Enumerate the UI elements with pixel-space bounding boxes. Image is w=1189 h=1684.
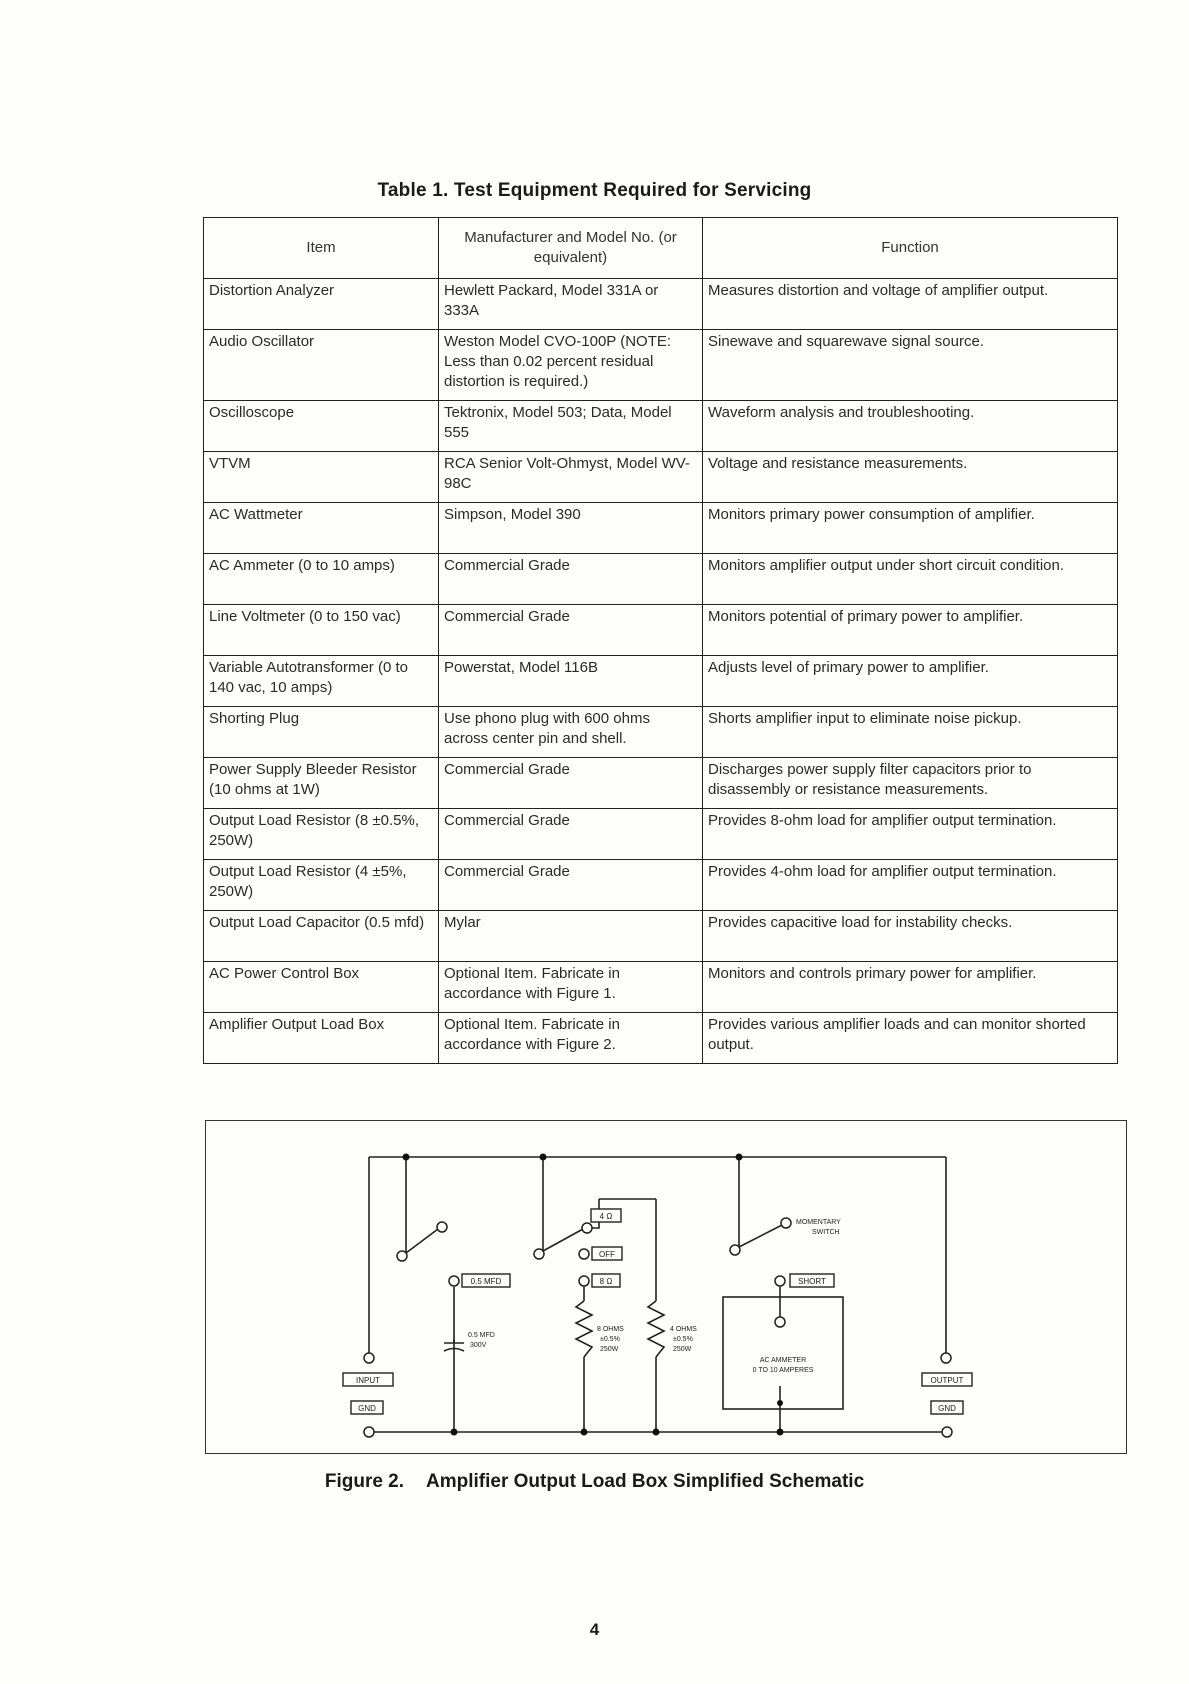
momentary-pivot [730, 1245, 740, 1255]
cell-item: Oscilloscope [204, 401, 439, 452]
cell-function: Discharges power supply filter capacitors prior to disassembly or resistance measurements. [703, 758, 1118, 809]
table-row [204, 330, 1118, 401]
switch1-contact [437, 1222, 447, 1232]
input-label: INPUT [356, 1376, 380, 1385]
cell-function: Provides capacitive load for instability checks. [703, 911, 1118, 962]
four-ohm-switch-label: 4 Ω [599, 1212, 613, 1221]
table-row [204, 809, 1118, 860]
cell-model: Commercial Grade [439, 554, 703, 605]
table-row [204, 911, 1118, 962]
switch1-blade [406, 1229, 438, 1253]
junction-dot [540, 1154, 547, 1161]
cell-item: Shorting Plug [204, 707, 439, 758]
cell-function: Monitors amplifier output under short circuit condition. [703, 554, 1118, 605]
gnd-label-left: GND [358, 1404, 376, 1413]
cell-model: Hewlett Packard, Model 331A or 333A [439, 279, 703, 330]
cell-model: Simpson, Model 390 [439, 503, 703, 554]
cell-item: Audio Oscillator [204, 330, 439, 401]
off-contact [579, 1249, 589, 1259]
cell-function: Monitors and controls primary power for amplifier. [703, 962, 1118, 1013]
cell-item: Variable Autotransformer (0 to 140 vac, 10 amps) [204, 656, 439, 707]
cap-voltage-label: 300V [470, 1342, 487, 1349]
r8-resistor [576, 1301, 592, 1357]
output-terminal [941, 1353, 951, 1363]
ammeter-label-line1: AC AMMETER [759, 1357, 807, 1364]
cell-item: Distortion Analyzer [204, 279, 439, 330]
junction-dot [653, 1429, 660, 1436]
cell-item: VTVM [204, 452, 439, 503]
cell-model: Commercial Grade [439, 809, 703, 860]
cell-item: AC Ammeter (0 to 10 amps) [204, 554, 439, 605]
ammeter-label-line2: 0 TO 10 AMPERES [752, 1367, 814, 1374]
cell-item: Line Voltmeter (0 to 150 vac) [204, 605, 439, 656]
r4-resistor [648, 1301, 664, 1357]
ground-terminal-right [942, 1427, 952, 1437]
cell-model: Weston Model CVO-100P (NOTE: Less than 0.02 percent residual distortion is required.) [439, 330, 703, 401]
column-header-model: Manufacturer and Model No. (or equivalent) [439, 218, 703, 279]
table-row [204, 401, 1118, 452]
table-row [204, 758, 1118, 809]
switch1-pivot [397, 1251, 407, 1261]
cell-function: Monitors primary power consumption of amplifier. [703, 503, 1118, 554]
junction-dot [403, 1154, 410, 1161]
eight-ohm-switch-label: 8 Ω [599, 1277, 613, 1286]
cell-model: Commercial Grade [439, 605, 703, 656]
table-row [204, 554, 1118, 605]
cap-contact [449, 1276, 459, 1286]
table-row [204, 1013, 1118, 1064]
eight-ohm-contact [579, 1276, 589, 1286]
test-equipment-table [203, 217, 1118, 1064]
junction-dot [777, 1429, 784, 1436]
cell-function: Measures distortion and voltage of amplifier output. [703, 279, 1118, 330]
cell-item: Output Load Capacitor (0.5 mfd) [204, 911, 439, 962]
cell-model: Optional Item. Fabricate in accordance with Figure 2. [439, 1013, 703, 1064]
ground-terminal-left [364, 1427, 374, 1437]
column-header-item: Item [204, 218, 439, 279]
cell-function: Provides various amplifier loads and can monitor shorted output. [703, 1013, 1118, 1064]
figure-number: Figure 2. [324, 1471, 405, 1492]
off-label: OFF [599, 1250, 615, 1259]
cell-function: Provides 4-ohm load for amplifier output termination. [703, 860, 1118, 911]
table-row [204, 860, 1118, 911]
cell-item: Output Load Resistor (4 ±5%, 250W) [204, 860, 439, 911]
junction-dot [777, 1400, 783, 1406]
r8-tolerance-label: ±0.5% [600, 1336, 620, 1343]
load-box-schematic [206, 1121, 1126, 1453]
four-ohm-contact [582, 1223, 592, 1233]
schematic-figure [205, 1120, 1127, 1454]
junction-dot [451, 1429, 458, 1436]
table-row [204, 707, 1118, 758]
switch2-pivot [534, 1249, 544, 1259]
junction-dot [581, 1429, 588, 1436]
cell-function: Adjusts level of primary power to amplifier. [703, 656, 1118, 707]
table-title: Table 1. Test Equipment Required for Servicing [377, 180, 812, 201]
page-number: 4 [589, 1620, 600, 1639]
input-terminal [364, 1353, 374, 1363]
r4-tolerance-label: ±0.5% [673, 1336, 693, 1343]
table-row [204, 279, 1118, 330]
table-row [204, 452, 1118, 503]
cap-value-label: 0.5 MFD [468, 1332, 495, 1339]
cell-model: RCA Senior Volt-Ohmyst, Model WV-98C [439, 452, 703, 503]
r8-name-label: 8 OHMS [597, 1326, 624, 1333]
momentary-contact [781, 1218, 791, 1228]
table-row [204, 605, 1118, 656]
cell-item: AC Wattmeter [204, 503, 439, 554]
cell-model: Use phono plug with 600 ohms across center pin and shell. [439, 707, 703, 758]
junction-dot [736, 1154, 743, 1161]
cell-model: Commercial Grade [439, 860, 703, 911]
table-row [204, 962, 1118, 1013]
ammeter-box [723, 1297, 843, 1409]
cell-model: Optional Item. Fabricate in accordance with Figure 1. [439, 962, 703, 1013]
cell-function: Monitors potential of primary power to amplifier. [703, 605, 1118, 656]
figure-title: Amplifier Output Load Box Simplified Schematic [426, 1471, 865, 1492]
short-contact [775, 1276, 785, 1286]
cell-model: Commercial Grade [439, 758, 703, 809]
figure-caption [0, 1471, 1189, 1493]
momentary-blade [739, 1225, 782, 1247]
cap-switch-label: 0.5 MFD [470, 1277, 502, 1286]
table-row [204, 656, 1118, 707]
cell-function: Shorts amplifier input to eliminate noise pickup. [703, 707, 1118, 758]
r8-wattage-label: 250W [600, 1346, 619, 1353]
cell-function: Sinewave and squarewave signal source. [703, 330, 1118, 401]
ammeter-top-terminal [775, 1317, 785, 1327]
short-label: SHORT [798, 1277, 826, 1286]
cell-model: Tektronix, Model 503; Data, Model 555 [439, 401, 703, 452]
table-row [204, 503, 1118, 554]
cell-item: Amplifier Output Load Box [204, 1013, 439, 1064]
cell-item: Power Supply Bleeder Resistor (10 ohms at 1W) [204, 758, 439, 809]
column-header-function: Function [703, 218, 1118, 279]
r4-name-label: 4 OHMS [670, 1326, 697, 1333]
table-header-row [204, 218, 1118, 279]
r4-wattage-label: 250W [673, 1346, 692, 1353]
momentary-label-line2: SWITCH [812, 1229, 840, 1236]
output-label: OUTPUT [930, 1376, 964, 1385]
gnd-label-right: GND [938, 1404, 956, 1413]
cell-item: AC Power Control Box [204, 962, 439, 1013]
momentary-label-line1: MOMENTARY [796, 1219, 841, 1226]
switch2-blade [543, 1229, 583, 1251]
cell-item: Output Load Resistor (8 ±0.5%, 250W) [204, 809, 439, 860]
cell-model: Powerstat, Model 116B [439, 656, 703, 707]
cell-model: Mylar [439, 911, 703, 962]
cell-function: Voltage and resistance measurements. [703, 452, 1118, 503]
cell-function: Waveform analysis and troubleshooting. [703, 401, 1118, 452]
cell-function: Provides 8-ohm load for amplifier output termination. [703, 809, 1118, 860]
